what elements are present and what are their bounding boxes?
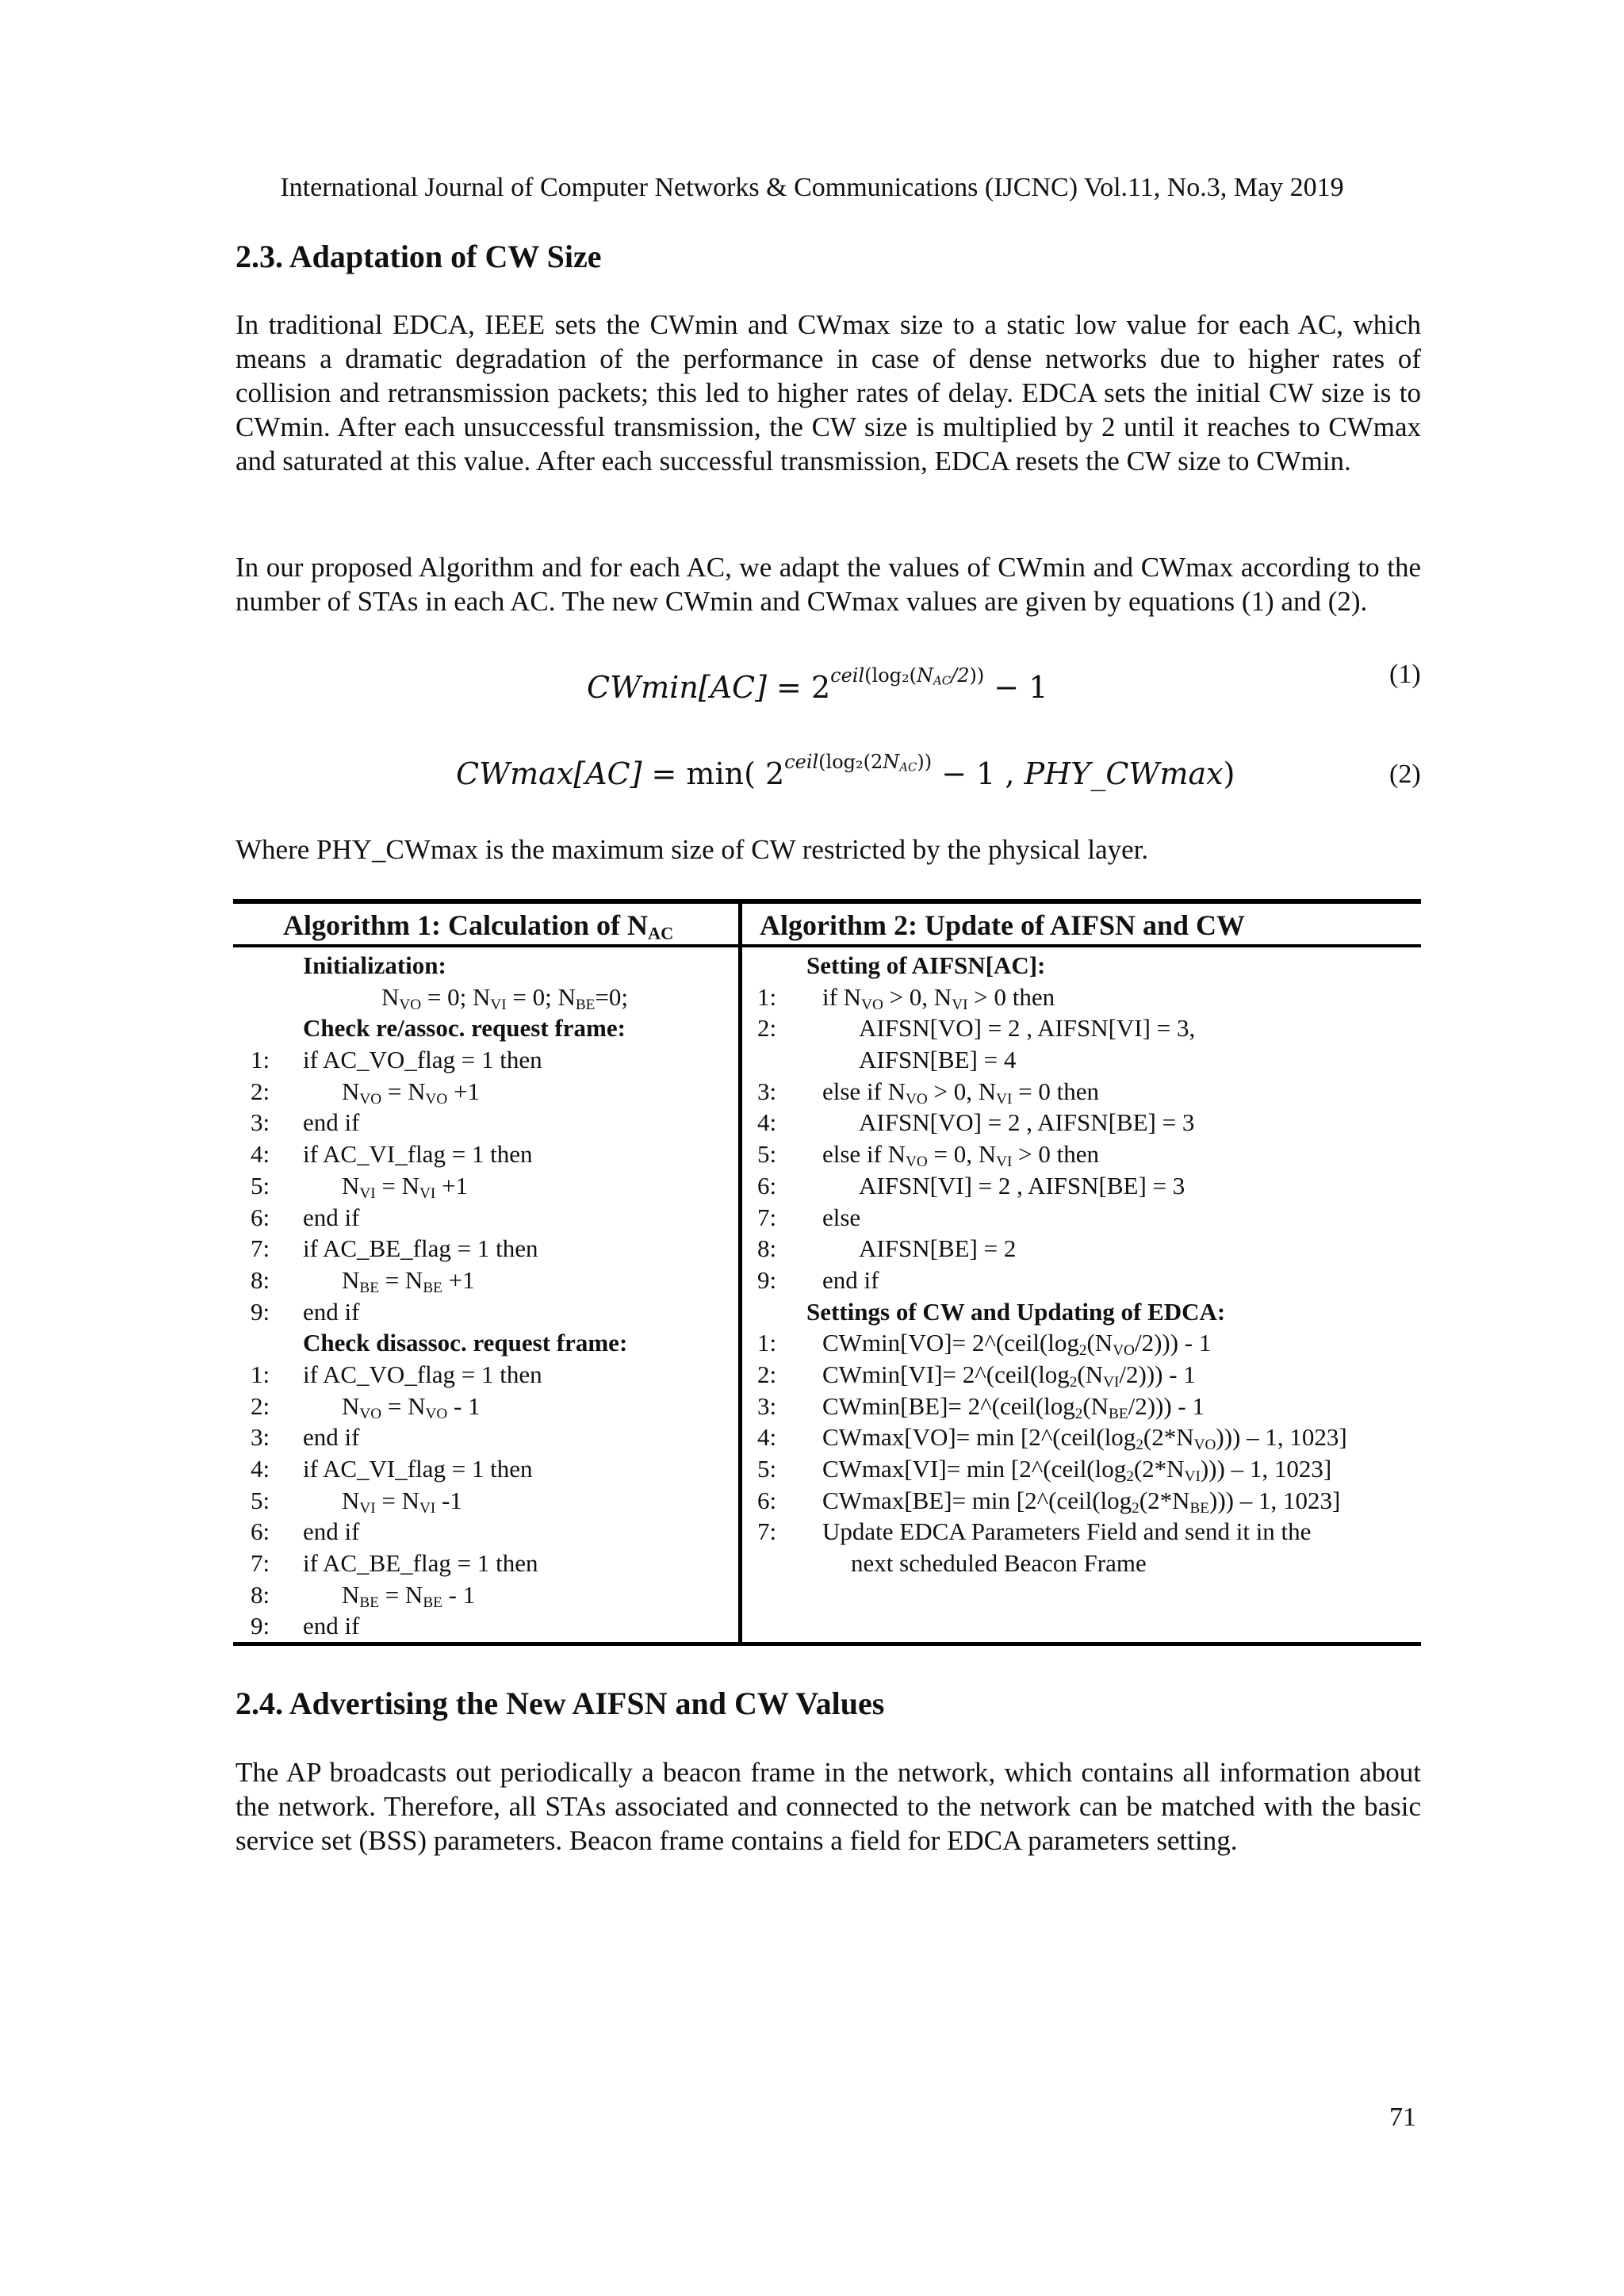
algorithm-1-line-number: 5: xyxy=(251,1171,270,1200)
algorithm-1-line xyxy=(251,1107,726,1138)
algorithm-2-line-text: next scheduled Beacon Frame xyxy=(851,1549,1147,1578)
algorithm-2-line-text: else if $N_{VO} > 0$, $N_{VI} = 0$ then xyxy=(822,1077,1100,1108)
algorithm-1-line-number: 6: xyxy=(251,1203,270,1231)
algorithm-1-line xyxy=(251,1422,726,1453)
algorithm-1-line xyxy=(251,1233,726,1265)
algorithm-2-line-number: 1: xyxy=(757,982,777,1011)
algorithm-2-line-number: 2: xyxy=(757,1014,777,1043)
algorithm-1-line-number: 7: xyxy=(251,1549,270,1578)
algorithm-2-line-text: AIFSN[VO] = 2 , AIFSN[BE] = 3 xyxy=(859,1108,1195,1137)
algorithm-2-line-text: $CWmax[VO]= \min [2\^{}(ceil(\log_2(2*N_{VO}))) - 1$, 1023] xyxy=(822,1423,1347,1454)
algorithm-2-line-text: else if $N_{VO} = 0$, $N_{VI} > 0$ then xyxy=(822,1140,1100,1170)
algorithm-1-line xyxy=(251,1327,726,1359)
algorithm-1-line-text: $N_{VI} = N_{VI} +1$ xyxy=(342,1171,469,1202)
algorithm-1-line-number: 9: xyxy=(251,1297,270,1326)
algorithm-2-line-text: end if xyxy=(822,1265,879,1294)
algorithm-2-line xyxy=(757,1485,1415,1517)
algorithm-2-line-text: AIFSN[VO] = 2 , AIFSN[VI] = 3, xyxy=(859,1014,1196,1043)
algorithm-1-line-number: 3: xyxy=(251,1423,270,1452)
algorithm-1-line-number: 8: xyxy=(251,1580,270,1609)
algorithm-2-line-text: Settings of CW and Updating of EDCA: xyxy=(806,1297,1226,1326)
table-top-rule xyxy=(233,899,1421,904)
algorithm-2-line-text: Setting of AIFSN[AC]: xyxy=(806,951,1046,979)
algorithm-2-line-number: 1: xyxy=(757,1329,777,1357)
algorithm-2-line-number: 4: xyxy=(757,1108,777,1137)
algorithm-1-line xyxy=(251,1076,726,1108)
algorithm-2-line-text: $CWmin[VO]= 2\^{}(ceil(\log_2(N_{VO}/2))) - 1$ xyxy=(822,1329,1212,1360)
equation-2: CWmax[AC] = min( $2^{ceil(log_2(2N_{AC}))} - 1$ , PHY_CWmax) xyxy=(456,751,1235,791)
algorithm-1-line-number: 1: xyxy=(251,1360,270,1388)
algorithm-1-line-text: end if xyxy=(303,1517,360,1546)
algorithm-2-line xyxy=(757,1453,1415,1485)
algorithm-1-line-number: 2: xyxy=(251,1391,270,1420)
algorithm-1-line xyxy=(251,950,726,982)
algorithm-1-line-text: end if xyxy=(303,1612,360,1640)
algorithm-1-line xyxy=(251,1548,726,1579)
algorithm-2-line-text: AIFSN[BE] = 4 xyxy=(859,1046,1017,1074)
algorithm-2-line xyxy=(757,1391,1415,1422)
equation-1-number: (1) xyxy=(1389,660,1421,689)
algorithm-2-line xyxy=(757,1265,1415,1296)
algorithm-1-lines xyxy=(251,950,726,1642)
algorithm-1-line-text: $N_{BE} = N_{BE} +1$ xyxy=(342,1265,475,1296)
algorithm-2-line-number: 7: xyxy=(757,1517,777,1546)
algorithm-2-line-number: 3: xyxy=(757,1391,777,1420)
algorithm-2-line xyxy=(757,1076,1415,1108)
algorithm-2-line-text: AIFSN[BE] = 2 xyxy=(859,1234,1017,1263)
algorithm-1-line-text: Check re/assoc. request frame: xyxy=(303,1014,626,1043)
algorithm-2-line-text: AIFSN[VI] = 2 , AIFSN[BE] = 3 xyxy=(859,1171,1185,1200)
algorithm-2-line xyxy=(757,1548,1415,1579)
algorithm-2-line xyxy=(757,1170,1415,1202)
equation-1: $CWmin[AC] = 2^{ceil(log_2(N_{AC}/2))} - 1$ xyxy=(587,664,1048,705)
algorithm-1-line xyxy=(251,1265,726,1296)
algorithm-1-line-text: if AC_BE_flag = 1 then xyxy=(303,1549,538,1578)
algorithm-2-line-text: $CWmax[BE]= \min [2\^{}(ceil(\log_2(2*N_{BE}))) - 1$, 1023] xyxy=(822,1486,1341,1517)
algorithm-2-line-number: 4: xyxy=(757,1423,777,1452)
algorithm-1-line xyxy=(251,1359,726,1391)
algorithm-2-line-text: if $N_{VO} > 0$, $N_{VI} > 0$ then xyxy=(822,982,1055,1013)
algorithm-1-line xyxy=(251,1516,726,1548)
section-heading-2-3: 2.3. Adaptation of CW Size xyxy=(236,239,602,274)
section-heading-2-4: 2.4. Advertising the New AIFSN and CW Values xyxy=(236,1686,885,1721)
algorithm-2-line xyxy=(757,1202,1415,1234)
algorithm-1-line-number: 7: xyxy=(251,1234,270,1263)
algorithm-2-line xyxy=(757,1233,1415,1265)
algorithm-1-line xyxy=(251,1579,726,1611)
algorithm-1-line-text: $N_{VO} = 0$; $N_{VI} = 0$; $N_{BE}=0$; xyxy=(381,982,629,1013)
algorithm-2-line-text: else xyxy=(822,1203,861,1231)
algorithm-2-line xyxy=(757,1516,1415,1548)
algorithm-1-line xyxy=(251,1044,726,1076)
algorithm-2-line xyxy=(757,1012,1415,1044)
algorithm-1-line-number: 4: xyxy=(251,1140,270,1169)
algorithm-1-line xyxy=(251,1610,726,1642)
algorithm-2-line-number: 7: xyxy=(757,1203,777,1231)
algorithm-2-line xyxy=(757,982,1415,1013)
table-header-rule xyxy=(233,944,1421,947)
table-column-divider xyxy=(738,899,742,1644)
algorithm-2-line-number: 5: xyxy=(757,1140,777,1169)
algorithm-1-line-number: 6: xyxy=(251,1517,270,1546)
algorithm-1-line-text: end if xyxy=(303,1423,360,1452)
equation-2-number: (2) xyxy=(1389,760,1421,789)
algorithm-1-line xyxy=(251,1391,726,1422)
algorithm-1-line-text: Check disassoc. request frame: xyxy=(303,1329,628,1357)
algorithm-1-line-text: if AC_BE_flag = 1 then xyxy=(303,1234,538,1263)
algorithm-1-line-text: if AC_VI_flag = 1 then xyxy=(303,1140,533,1169)
algorithm-2-line-number: 6: xyxy=(757,1486,777,1514)
algorithm-1-line xyxy=(251,1170,726,1202)
paragraph-cw-proposed: In our proposed Algorithm and for each AC, we adapt the values of CWmin and CWmax according to the number of STAs in each AC. The new CWmin and CWmax values are given by equations (1) and (2). xyxy=(236,552,1421,617)
paragraph-beacon: The AP broadcasts out periodically a beacon frame in the network, which contains all information about the network. Therefore, all STAs associated and connected to the network can be matched with the basic service set (BSS) parameters. Beacon frame contains a field for EDCA parameters setting. xyxy=(236,1757,1421,1856)
algorithm-2-line xyxy=(757,1107,1415,1138)
algorithm-2-line xyxy=(757,1422,1415,1453)
algorithm-1-line-text: if AC_VO_flag = 1 then xyxy=(303,1360,542,1388)
algorithm-2-line-number: 5: xyxy=(757,1455,777,1483)
algorithm-1-line xyxy=(251,982,726,1013)
algorithm-2-line-text: $CWmin[VI]= 2\^{}(ceil(\log_2(N_{VI}/2))) - 1$ xyxy=(822,1360,1196,1391)
paragraph-where: Where PHY_CWmax is the maximum size of CW restricted by the physical layer. xyxy=(236,834,1149,865)
algorithm-2-line-number: 3: xyxy=(757,1077,777,1105)
algorithm-2-line-number: 9: xyxy=(757,1265,777,1294)
algorithm-1-line-text: if AC_VI_flag = 1 then xyxy=(303,1455,533,1483)
algorithm-1-line-text: $N_{VI} = N_{VI}$ -1 xyxy=(342,1486,462,1517)
algorithm-1-line-number: 9: xyxy=(251,1612,270,1640)
algorithm-1-line-text: $N_{VO} = N_{VO} +1$ xyxy=(342,1077,480,1108)
algorithm-2-line-number: 2: xyxy=(757,1360,777,1388)
algorithm-2-line-text: Update EDCA Parameters Field and send it in the xyxy=(822,1517,1312,1546)
algorithm-1-line xyxy=(251,1012,726,1044)
algorithm-1-line-text: $N_{VO} = N_{VO} - 1$ xyxy=(342,1391,481,1422)
algorithm-2-line xyxy=(757,1044,1415,1076)
algorithm-2-line-number: 6: xyxy=(757,1171,777,1200)
algorithm-2-title: Algorithm 2: Update of AIFSN and CW xyxy=(760,909,1246,941)
algorithm-1-line-number: 2: xyxy=(251,1077,270,1105)
algorithm-1-line-text: $N_{BE} = N_{BE} - 1$ xyxy=(342,1580,476,1611)
algorithm-1-line-text: if AC_VO_flag = 1 then xyxy=(303,1046,542,1074)
algorithm-1-line xyxy=(251,1453,726,1485)
algorithm-2-line-number: 8: xyxy=(757,1234,777,1263)
algorithm-2-lines xyxy=(757,950,1415,1579)
table-bottom-rule xyxy=(233,1642,1421,1646)
algorithm-1-line xyxy=(251,1296,726,1328)
algorithm-1-line-text: Initialization: xyxy=(303,951,446,979)
journal-header: International Journal of Computer Networks & Communications (IJCNC) Vol.11, No.3, May 2019 xyxy=(280,173,1344,202)
algorithm-1-line xyxy=(251,1138,726,1170)
algorithm-1-line-number: 1: xyxy=(251,1046,270,1074)
algorithm-1-title: Algorithm 1: Calculation of $N_{AC}$ xyxy=(283,909,674,943)
page-number: 71 xyxy=(1389,2103,1416,2132)
algorithm-2-line xyxy=(757,1359,1415,1391)
algorithm-1-line-text: end if xyxy=(303,1297,360,1326)
algorithm-1-line xyxy=(251,1485,726,1517)
algorithm-1-line xyxy=(251,1202,726,1234)
algorithm-2-line-text: $CWmin[BE]= 2\^{}(ceil(\log_2(N_{BE}/2))) - 1$ xyxy=(822,1391,1205,1422)
algorithm-1-line-number: 8: xyxy=(251,1265,270,1294)
algorithm-1-line-text: end if xyxy=(303,1203,360,1231)
algorithm-2-line-text: $CWmax[VI]= \min [2\^{}(ceil(\log_2(2*N_{VI}))) - 1$, 1023] xyxy=(822,1455,1332,1485)
algorithm-2-line xyxy=(757,1327,1415,1359)
algorithm-1-line-number: 4: xyxy=(251,1455,270,1483)
algorithm-2-line xyxy=(757,1296,1415,1328)
algorithm-1-line-text: end if xyxy=(303,1108,360,1137)
algorithm-1-line-number: 3: xyxy=(251,1108,270,1137)
paragraph-cw-traditional: In traditional EDCA, IEEE sets the CWmin and CWmax size to a static low value for each AC, which means a dramatic degradation of the performance in case of dense networks due to higher rates of collision and retransmission packets; this led to higher rates of delay. EDCA sets the initial CW size is to CWmin. After each unsuccessful transmission, the CW size is multiplied by 2 until it reaches to CWmax and saturated at this value. After each successful transmission, EDCA resets the CW size to CWmin. xyxy=(236,309,1421,476)
algorithm-1-line-number: 5: xyxy=(251,1486,270,1514)
algorithm-2-line xyxy=(757,950,1415,982)
algorithm-2-line xyxy=(757,1138,1415,1170)
